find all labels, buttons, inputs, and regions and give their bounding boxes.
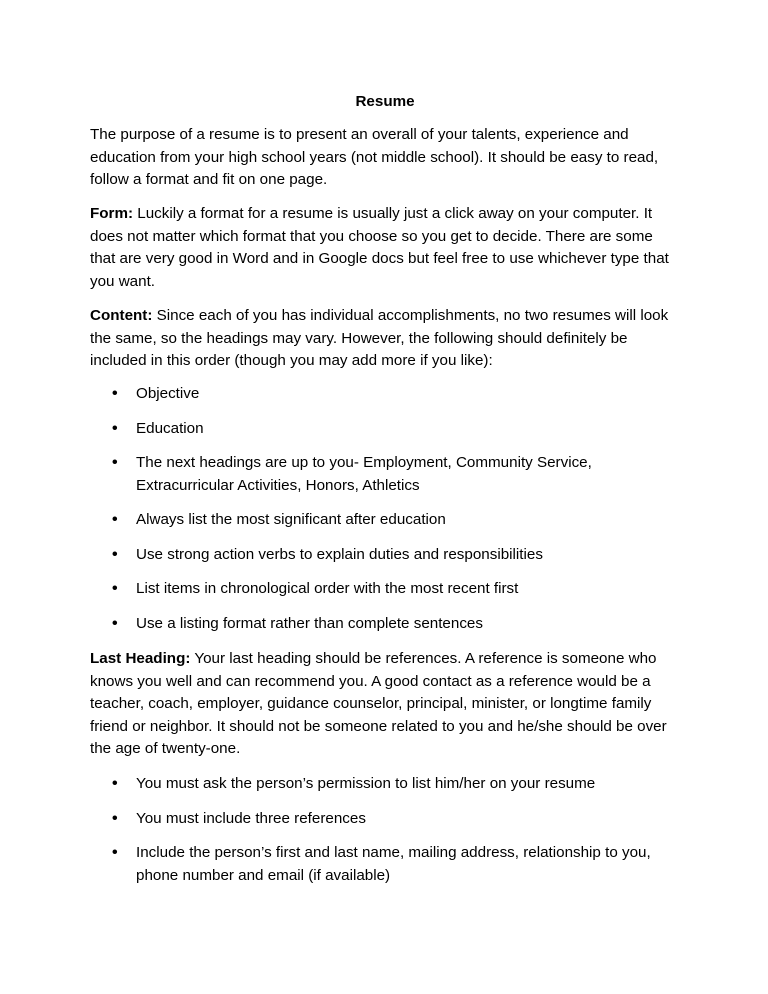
bullet-icon: • [112,775,118,792]
list-item: • Education [90,418,680,441]
bullet-icon: • [112,419,118,437]
list-item: • List items in chronological order with the most recent first [90,578,680,601]
document-title: Resume [355,93,415,110]
intro-paragraph: The purpose of a resume is to present an overall of your talents, experience and education from your high school years (not middle school). It should be easy to read, follow a format and fit on one page. [90,126,659,188]
bullet-icon: • [112,454,118,471]
content-bullet-list [90,383,680,647]
bullet-icon: • [112,844,118,861]
list-item: • Objective [90,383,680,406]
form-label: Form: [90,205,134,222]
last-heading-paragraph [90,648,680,761]
form-paragraph [90,203,680,293]
bullet-icon: • [112,809,118,827]
content-text: Since each of you has individual accomplishments, no two resumes will look the same, so the headings may vary. However, the following should definitely be included in this order (though you may add more if you like): [90,307,669,369]
content-label: Content: [90,307,153,324]
list-item: • Always list the most significant after education [90,509,680,532]
form-text: Luckily a format for a resume is usually just a click away on your computer. It does not matter which format that you choose so you get to decide. There are some that are very good in Word and in Google docs but feel free to use whichever type that you want. [90,205,669,290]
references-bullet-list [90,773,680,899]
bullet-icon: • [112,385,118,402]
list-item: • You must ask the person’s permission to list him/her on your resume [90,773,680,796]
bullet-icon: • [112,614,118,632]
content-paragraph [90,305,680,373]
list-item: • You must include three references [90,808,680,831]
last-heading-label: Last Heading: [90,650,191,667]
list-item: • Use strong action verbs to explain duties and responsibilities [90,544,680,567]
bullet-icon: • [112,580,118,597]
bullet-icon: • [112,511,118,528]
list-item: • The next headings are up to you- Employment, Community Service, Extracurricular Activities, Honors, Athletics [112,454,592,494]
bullet-icon: • [112,545,118,563]
list-item: • Include the person’s first and last name, mailing address, relationship to you, phone number and email (if available) [112,844,651,884]
list-item: • Use a listing format rather than complete sentences [90,613,680,636]
last-heading-text: Your last heading should be references. A reference is someone who knows you well and can recommend you. A good contact as a reference would be a teacher, coach, employer, guidance counselor, principal, minister, or longtime family friend or neighbor. It should not be someone related to you and he/she should be over the age of twenty-one. [90,650,667,757]
